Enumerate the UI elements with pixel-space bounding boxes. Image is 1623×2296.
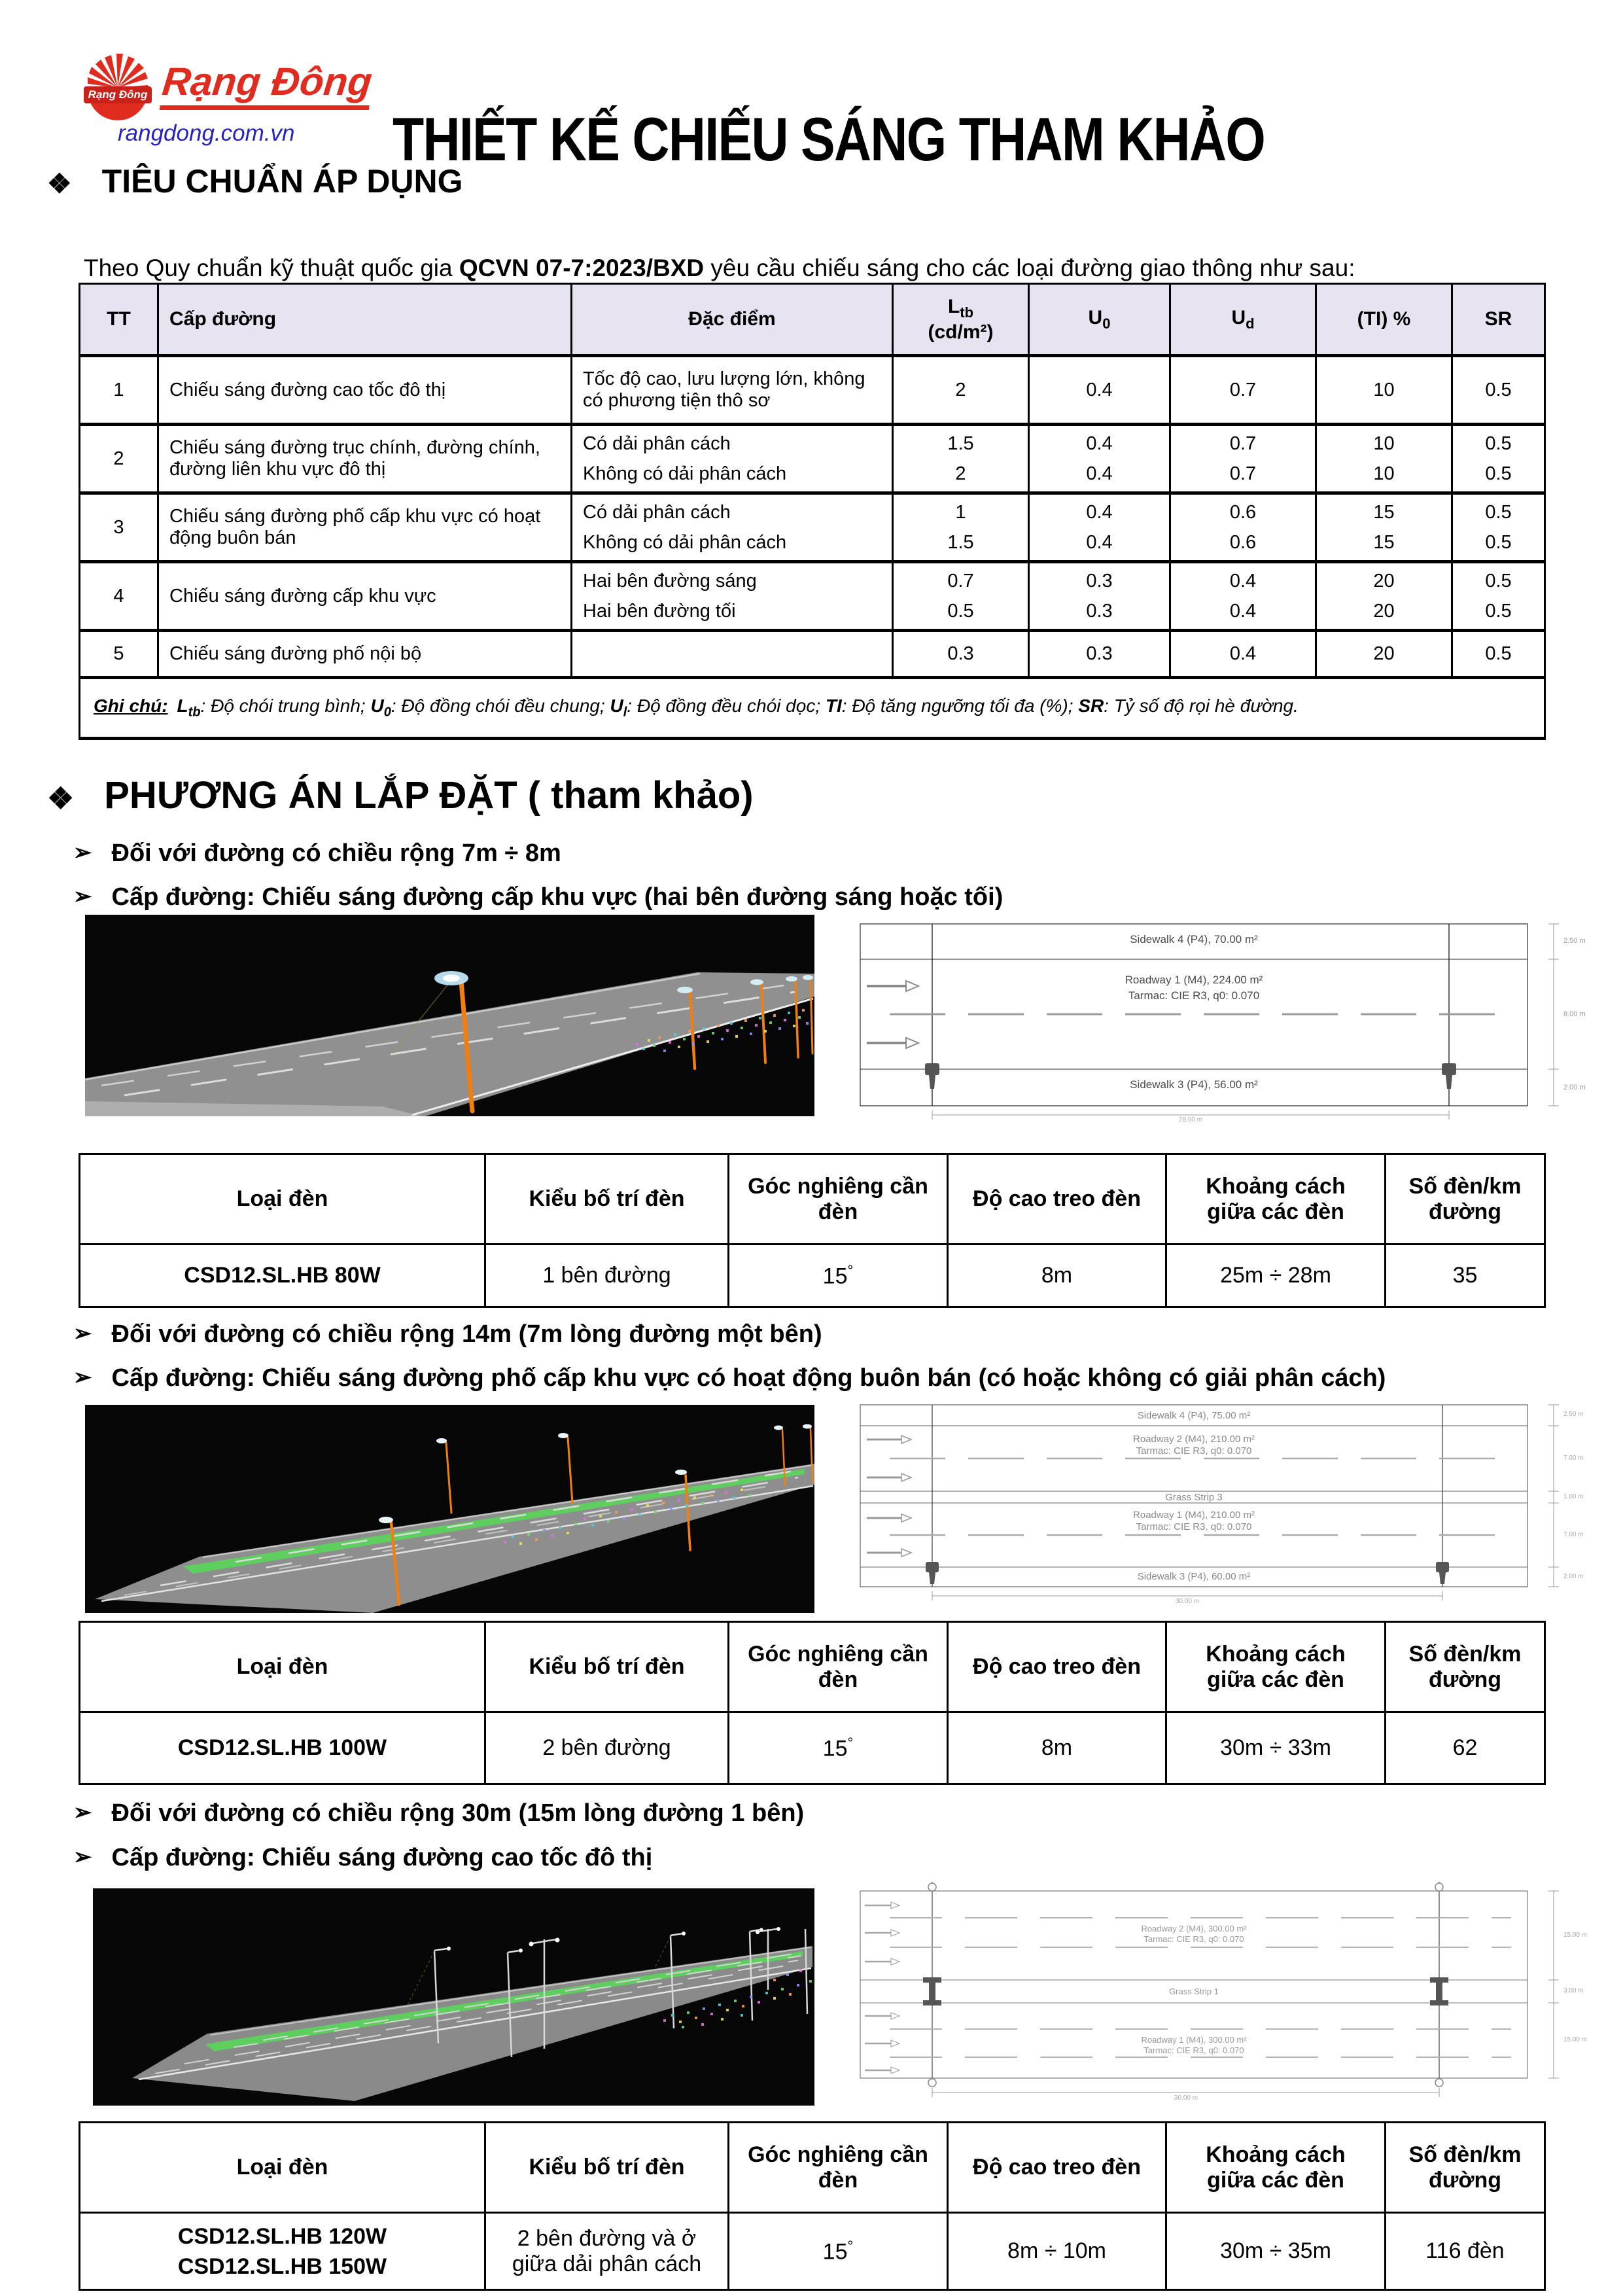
cell-ltb: 2 — [893, 356, 1029, 425]
plan-dim-label: 15.00 m — [1563, 1932, 1588, 1939]
cell-lamp-model: CSD12.SL.HB 100W — [80, 1712, 485, 1784]
cell-ltb: 0.7 0.5 — [893, 562, 1029, 631]
bullet-case1-width: ➢ Đối với đường có chiều rộng 7m ÷ 8m — [73, 839, 561, 867]
cell-u0: 0.4 — [1029, 356, 1170, 425]
cell-spacing: 30m ÷ 35m — [1166, 2213, 1386, 2290]
page-title: THIẾT KẾ CHIẾU SÁNG THAM KHẢO — [393, 104, 1265, 173]
col-dac-diem: Đặc điểm — [572, 284, 893, 356]
cell-tilt-angle: 15° — [729, 2213, 948, 2290]
arrow-bullet-icon: ➢ — [73, 1321, 92, 1346]
cell-u0: 0.3 — [1029, 631, 1170, 678]
bullet-case3-width: ➢ Đối với đường có chiều rộng 30m (15m lòng đường 1 bên) — [73, 1799, 805, 1827]
standards-note-row — [80, 678, 1545, 739]
install-header-row — [80, 2123, 1545, 2213]
plan-dim-label: 1.00 m — [1563, 1493, 1584, 1500]
cell-tt: 1 — [80, 356, 158, 425]
plan-width-dim-label: 30.00 m — [1174, 2094, 1198, 2102]
plan-dim-label: 8.00 m — [1563, 1010, 1586, 1018]
plan-sidewalk-top-label: Sidewalk 4 (P4), 75.00 m² — [1137, 1410, 1251, 1421]
cell-u0: 0.4 0.4 — [1029, 493, 1170, 562]
col-loai-den: Loại đèn — [80, 1154, 485, 1245]
cell-ud: 0.4 0.4 — [1170, 562, 1316, 631]
install-table-2 — [79, 1621, 1546, 1785]
cell-mount-height: 8m — [948, 1245, 1166, 1307]
col-so-den: Số đèn/km đường — [1386, 1622, 1545, 1712]
arrow-bullet-icon: ➢ — [73, 1365, 92, 1390]
plan-roadway1-surface-label: Tarmac: CIE R3, q0: 0.070 — [1136, 1521, 1252, 1532]
install-table-3 — [79, 2121, 1546, 2291]
plan-roadway-label: Roadway 1 (M4), 224.00 m² — [1125, 974, 1263, 986]
bullet-case1-class: ➢ Cấp đường: Chiếu sáng đường cấp khu vực (hai bên đường sáng hoặc tối) — [73, 883, 1003, 911]
arrow-bullet-icon: ➢ — [73, 1800, 92, 1825]
plan-roadway2-label: Roadway 2 (M4), 300.00 m² — [1141, 1924, 1247, 1934]
cell-tt: 2 — [80, 425, 158, 493]
logo-badge-text: Rạng Đông — [88, 88, 148, 101]
cell-sr: 0.5 — [1452, 631, 1545, 678]
cell-dac-diem: Có dải phân cách Không có dải phân cách — [572, 493, 893, 562]
plan-sidewalk-bottom-label: Sidewalk 3 (P4), 56.00 m² — [1130, 1078, 1258, 1091]
cell-ti: 10 10 — [1316, 425, 1452, 493]
cell-sr: 0.5 0.5 — [1452, 493, 1545, 562]
bullet-case2-class: ➢ Cấp đường: Chiếu sáng đường phố cấp khu vực có hoạt động buôn bán (có hoặc không có giải phân cách) — [73, 1364, 1386, 1392]
col-sr: SR — [1452, 284, 1545, 356]
plan-diagram-2 — [850, 1402, 1616, 1618]
install-row — [80, 1712, 1545, 1784]
cell-tt: 3 — [80, 493, 158, 562]
cell-ti: 10 — [1316, 356, 1452, 425]
section-install-title: PHƯƠNG ÁN LẮP ĐẶT ( tham khảo) — [104, 774, 754, 817]
logo-wordmark: Rạng Đông — [160, 59, 374, 110]
rangdong-logo — [77, 41, 385, 152]
plan-grass-strip-label: Grass Strip 1 — [1169, 1987, 1219, 1996]
cell-tilt-angle: 15° — [729, 1245, 948, 1307]
plan-dim-label: 2.50 m — [1563, 1411, 1584, 1418]
cell-lamps-per-km: 116 đèn — [1386, 2213, 1545, 2290]
cell-spacing: 25m ÷ 28m — [1166, 1245, 1386, 1307]
arrow-bullet-icon: ➢ — [73, 840, 92, 865]
col-kieu-bo-tri: Kiểu bố trí đèn — [485, 2123, 729, 2213]
plan-grass-strip-label: Grass Strip 3 — [1165, 1492, 1223, 1503]
col-goc-nghieng: Góc nghiêng cần đèn — [729, 2123, 948, 2213]
install-header-row — [80, 1622, 1545, 1712]
cell-ti: 15 15 — [1316, 493, 1452, 562]
install-row — [80, 1245, 1545, 1307]
col-khoang-cach: Khoảng cách giữa các đèn — [1166, 1622, 1386, 1712]
cell-cap-duong: Chiếu sáng đường cao tốc đô thị — [158, 356, 572, 425]
cell-lamp-model: CSD12.SL.HB 120W CSD12.SL.HB 150W — [80, 2213, 485, 2290]
col-khoang-cach: Khoảng cách giữa các đèn — [1166, 2123, 1386, 2213]
cell-ud: 0.6 0.6 — [1170, 493, 1316, 562]
plan-roadway-surface-label: Tarmac: CIE R3, q0: 0.070 — [1128, 989, 1260, 1002]
col-do-cao: Độ cao treo đèn — [948, 1622, 1166, 1712]
standards-row-4 — [80, 562, 1545, 631]
bullet-case2-width: ➢ Đối với đường có chiều rộng 14m (7m lòng đường một bên) — [73, 1320, 822, 1348]
col-kieu-bo-tri: Kiểu bố trí đèn — [485, 1154, 729, 1245]
plan-diagram-3 — [850, 1882, 1616, 2114]
road-3d-render-3 — [93, 1888, 814, 2106]
standards-row-2 — [80, 425, 1545, 493]
road-3d-render-1 — [85, 915, 814, 1116]
standards-row-3 — [80, 493, 1545, 562]
plan-roadway1-label: Roadway 1 (M4), 300.00 m² — [1141, 2035, 1247, 2045]
plan-sidewalk-top-label: Sidewalk 4 (P4), 70.00 m² — [1130, 933, 1258, 945]
col-do-cao: Độ cao treo đèn — [948, 2123, 1166, 2213]
plan-sidewalk-bottom-label: Sidewalk 3 (P4), 60.00 m² — [1137, 1571, 1251, 1582]
standards-header-row — [80, 284, 1545, 356]
install-row — [80, 2213, 1545, 2290]
cell-tt: 5 — [80, 631, 158, 678]
col-goc-nghieng: Góc nghiêng cần đèn — [729, 1622, 948, 1712]
cell-cap-duong: Chiếu sáng đường phố nội bộ — [158, 631, 572, 678]
col-khoang-cach: Khoảng cách giữa các đèn — [1166, 1154, 1386, 1245]
cell-mount-height: 8m ÷ 10m — [948, 2213, 1166, 2290]
install-table-1 — [79, 1153, 1546, 1308]
standard-code: QCVN 07-7:2023/BXD — [459, 255, 705, 281]
cell-ti: 20 20 — [1316, 562, 1452, 631]
col-u0: $U_0$ — [1029, 284, 1170, 356]
col-so-den: Số đèn/km đường — [1386, 1154, 1545, 1245]
plan-dim-label: 2.50 m — [1563, 937, 1586, 945]
cell-spacing: 30m ÷ 33m — [1166, 1712, 1386, 1784]
col-loai-den: Loại đèn — [80, 1622, 485, 1712]
section-standards-title: TIÊU CHUẨN ÁP DỤNG — [101, 163, 463, 200]
arrow-bullet-icon: ➢ — [73, 884, 92, 909]
standards-row-1 — [80, 356, 1545, 425]
cell-sr: 0.5 — [1452, 356, 1545, 425]
cell-arrangement: 1 bên đường — [485, 1245, 729, 1307]
plan-diagram-1 — [850, 917, 1616, 1123]
cell-tt: 4 — [80, 562, 158, 631]
cell-lamps-per-km: 62 — [1386, 1712, 1545, 1784]
col-kieu-bo-tri: Kiểu bố trí đèn — [485, 1622, 729, 1712]
bullet-case3-class: ➢ Cấp đường: Chiếu sáng đường cao tốc đô thị — [73, 1844, 653, 1871]
plan-roadway1-label: Roadway 1 (M4), 210.00 m² — [1133, 1510, 1255, 1521]
intro-prefix: Theo Quy chuẩn kỹ thuật quốc gia — [84, 255, 459, 281]
section-standards-heading — [47, 162, 463, 200]
cell-arrangement: 2 bên đường và ở giữa dải phân cách — [485, 2213, 729, 2290]
cell-sr: 0.5 0.5 — [1452, 425, 1545, 493]
plan-roadway2-surface-label: Tarmac: CIE R3, q0: 0.070 — [1136, 1445, 1252, 1457]
standards-table — [79, 283, 1546, 740]
rangdong-sunburst-icon — [81, 50, 154, 127]
section-install-heading — [47, 773, 754, 817]
cell-ud: 0.4 — [1170, 631, 1316, 678]
col-so-den: Số đèn/km đường — [1386, 2123, 1545, 2213]
col-cap-duong: Cấp đường — [158, 284, 572, 356]
intro-suffix: yêu cầu chiếu sáng cho các loại đường giao thông như sau: — [704, 255, 1355, 281]
cell-u0: 0.3 0.3 — [1029, 562, 1170, 631]
col-goc-nghieng: Góc nghiêng cần đèn — [729, 1154, 948, 1245]
cell-mount-height: 8m — [948, 1712, 1166, 1784]
cell-arrangement: 2 bên đường — [485, 1712, 729, 1784]
cell-ltb: 1 1.5 — [893, 493, 1029, 562]
plan-dim-label: 7.00 m — [1563, 1455, 1584, 1462]
install-header-row — [80, 1154, 1545, 1245]
road-3d-render-2 — [85, 1405, 814, 1613]
plan-dim-label: 3.00 m — [1563, 1987, 1584, 1994]
cell-ud: 0.7 0.7 — [1170, 425, 1316, 493]
plan-roadway2-label: Roadway 2 (M4), 210.00 m² — [1133, 1434, 1255, 1445]
standards-note: Ghi chú: $L_{tb}$: Độ chói trung bình; $U_0$: Độ đồng chói đều chung; $U_l$: Độ đồng đều chói dọc; TI: Độ tăng ngưỡng tối đa (%); SR: Tỷ số độ rọi hè đường. — [80, 678, 1545, 739]
col-loai-den: Loại đèn — [80, 2123, 485, 2213]
cell-dac-diem: Hai bên đường sáng Hai bên đường tối — [572, 562, 893, 631]
cell-cap-duong: Chiếu sáng đường cấp khu vực — [158, 562, 572, 631]
cell-ti: 20 — [1316, 631, 1452, 678]
plan-roadway2-surface-label: Tarmac: CIE R3, q0: 0.070 — [1143, 1934, 1244, 1944]
arrow-bullet-icon: ➢ — [73, 1845, 92, 1869]
cell-ltb: 0.3 — [893, 631, 1029, 678]
standards-row-5 — [80, 631, 1545, 678]
diamond-bullet-icon: ❖ — [47, 781, 75, 815]
cell-dac-diem: Có dải phân cách Không có dải phân cách — [572, 425, 893, 493]
cell-u0: 0.4 0.4 — [1029, 425, 1170, 493]
plan-width-dim-label: 30.00 m — [1175, 1598, 1200, 1605]
cell-tilt-angle: 15° — [729, 1712, 948, 1784]
col-tt: TT — [80, 284, 158, 356]
plan-dim-label: 2.00 m — [1563, 1084, 1586, 1091]
cell-ltb: 1.5 2 — [893, 425, 1029, 493]
col-ud: $U_d$ — [1170, 284, 1316, 356]
cell-sr: 0.5 0.5 — [1452, 562, 1545, 631]
cell-cap-duong: Chiếu sáng đường trục chính, đường chính, đường liên khu vực đô thị — [158, 425, 572, 493]
cell-dac-diem: Tốc độ cao, lưu lượng lớn, không có phương tiện thô sơ — [572, 356, 893, 425]
standards-intro — [84, 255, 1355, 282]
col-ltb: $L_{tb}$ (cd/m²) — [893, 284, 1029, 356]
cell-cap-duong: Chiếu sáng đường phố cấp khu vực có hoạt động buôn bán — [158, 493, 572, 562]
plan-dim-label: 7.00 m — [1563, 1531, 1584, 1538]
col-ti: (TI) % — [1316, 284, 1452, 356]
plan-dim-label: 2.00 m — [1563, 1573, 1584, 1580]
col-do-cao: Độ cao treo đèn — [948, 1154, 1166, 1245]
cell-ud: 0.7 — [1170, 356, 1316, 425]
cell-dac-diem — [572, 631, 893, 678]
cell-lamp-model: CSD12.SL.HB 80W — [80, 1245, 485, 1307]
logo-website[interactable]: rangdong.com.vn — [118, 120, 295, 146]
plan-roadway1-surface-label: Tarmac: CIE R3, q0: 0.070 — [1143, 2045, 1244, 2055]
diamond-bullet-icon: ❖ — [47, 168, 72, 200]
cell-lamps-per-km: 35 — [1386, 1245, 1545, 1307]
plan-dim-label: 15.00 m — [1563, 2036, 1588, 2043]
plan-width-dim-label: 28.00 m — [1178, 1116, 1203, 1123]
